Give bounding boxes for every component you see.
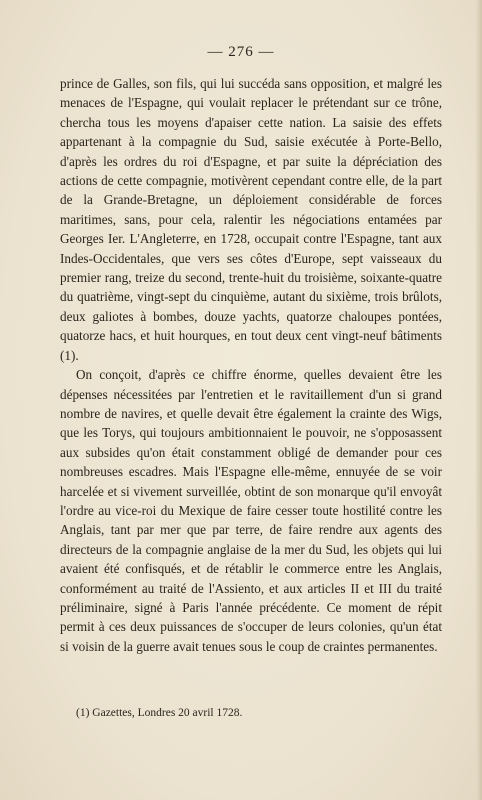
page-number: — 276 — — [207, 44, 275, 60]
paragraph-1: prince de Galles, son fils, qui lui succéda sans opposition, et malgré les menaces de l'Espagne, qui voulait replacer le prétendant sur ce trône, chercha tous les moyens d'apaiser cette nation. La saisie des effets appartenant à la compagnie du Sud, saisie exécutée à Porte-Bello, d'après les ordres du roi d'Espagne, et par suite la dépréciation des actions de cette compagnie, motivèrent cependant contre elle, de la part de la Grande-Bretagne, un déploiement considérable de forces maritimes, sans, pour cela, ralentir les négociations entamées par Georges Ier. L'Angleterre, en 1728, occupait contre l'Espagne, tant aux Indes-Occidentales, que vers ses côtes d'Europe, sept vaisseaux du premier rang, treize du second, trente-huit du troisième, soixante-quatre du quatrième, vingt-sept du cinquième, autant du sixième, trois brûlots, deux galiotes à bombes, douze yachts, quatorze chaloupes pontées, quatorze hacs, et huit hourques, en tout deux cent vingt-neuf bâtiments (1). — [60, 76, 442, 363]
body-text — [60, 74, 442, 656]
footnote: (1) Gazettes, Londres 20 avril 1728. — [76, 707, 243, 719]
page-gutter — [476, 0, 482, 800]
paragraph-2: On conçoit, d'après ce chiffre énorme, quelles devaient être les dépenses nécessitées par l'entretien et le ravitaillement d'un si grand nombre de navires, et quelle devait être également la crainte des Wigs, que les Torys, qui toujours ambitionnaient le pouvoir, ne s'opposassent aux subsides qu'on était constamment obligé de demander pour ces nombreuses escadres. Mais l'Espagne elle-même, ennuyée de se voir harcelée et si vivement surveillée, obtint de son monarque qu'il envoyât l'ordre au vice-roi du Mexique de faire cesser toute hostilité contre les Anglais, tant par mer que par terre, de faire rendre aux agents des directeurs de la compagnie anglaise de la mer du Sud, les objets qui lui avaient été confisqués, et de rétablir le commerce entre les Anglais, conformément au traité de l'Assiento, et aux articles II et III du traité préliminaire, signé à Paris l'année précédente. Ce moment de répit permit à ces deux puissances de s'occuper de leurs colonies, qu'un état si voisin de la guerre avait tenues sous le coup de craintes permanentes. — [60, 367, 442, 654]
